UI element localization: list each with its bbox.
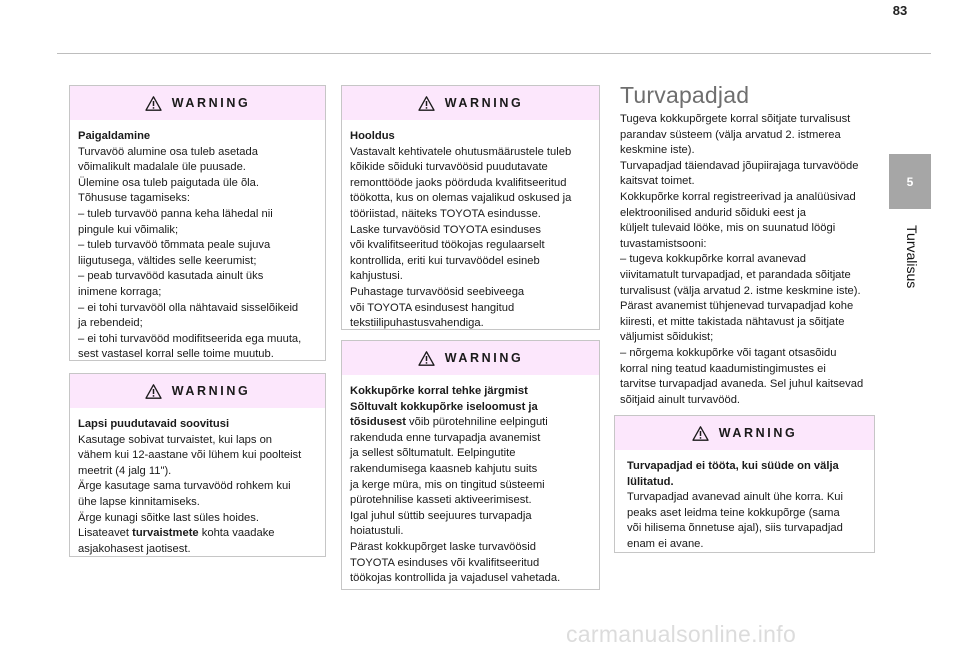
warning-body	[342, 375, 599, 595]
box-title: Hooldus	[350, 130, 395, 142]
text-line: Laske turvavöösid TOYOTA esinduses	[350, 223, 541, 236]
text-emphasis: tõsidusest	[350, 416, 406, 429]
text-line: inimene korraga;	[78, 285, 162, 298]
warning-header	[342, 86, 599, 120]
text-line: asjakohasest jaotisest.	[78, 542, 191, 555]
text-line: pingule kui võimalik;	[78, 223, 179, 236]
section-title: Turvapadjad	[620, 82, 750, 108]
text-line: töökotta, kus on olemas vajalikud oskused ja	[350, 192, 572, 205]
warning-triangle-icon	[692, 426, 709, 441]
text-line: – ei tohi turvavööd modifitseerida ega muuta,	[78, 332, 302, 345]
text-line: küljelt tulevaid lööke, mis on suunatud löögi	[620, 222, 836, 235]
page-number: 83	[892, 3, 908, 18]
text-span: kohta vaadake	[198, 527, 275, 540]
box-title: Kokkupõrke korral tehke järgmist	[350, 385, 528, 397]
text-line: tarvitse turvapadjad avaneda. Sel juhul kaitsevad	[620, 378, 864, 391]
text-line: või kvalifitseeritud töökojas regulaarselt	[350, 239, 545, 252]
warning-triangle-icon	[145, 96, 162, 111]
text-line: – peab turvavööd kasutada ainult üks	[78, 270, 264, 283]
text-line: Pärast kokkupõrget laske turvavöösid	[350, 540, 536, 553]
text-span: võib pürotehniline eelpinguti	[405, 416, 548, 429]
text-line: sest vastasel korral selle toime muutub.	[78, 348, 274, 361]
box-title: Paigaldamine	[78, 130, 151, 142]
text-line: vähem kui 12-aastane või lühem kui poolteist	[78, 449, 302, 462]
text-line: keskmine iste).	[620, 144, 695, 157]
text-line: Turvapadjad avanevad ainult ühe korra. Kui	[627, 491, 844, 504]
text-line: elektroonilised andurid sõiduki eest ja	[620, 206, 806, 219]
warning-label: WARNING	[718, 426, 798, 440]
text-line: turvalisust (välja arvatud 2. istme keskmine iste).	[620, 284, 861, 297]
warning-body	[70, 120, 325, 371]
text-line: – ei tohi turvavööl olla nähtavaid sisselõikeid	[78, 301, 299, 314]
text-line: ja sellest sõltumatult. Eelpingutite	[350, 447, 516, 460]
text-line: Kasutage sobivat turvaistet, kui laps on	[78, 433, 273, 446]
warning-triangle-icon	[418, 351, 435, 366]
text-line: kõikide sõiduki turvavöösid puudutavate	[350, 161, 548, 174]
text-line: meetrit (4 jalg 11").	[78, 464, 172, 477]
text-line: ja rebendeid;	[78, 317, 143, 330]
text-line: tekstiilipuhastusvahendiga.	[350, 317, 484, 330]
warning-label: WARNING	[171, 384, 251, 398]
text-line: ühe lapse kinnitamiseks.	[78, 495, 200, 508]
warning-header	[342, 341, 599, 375]
text-line: – tugeva kokkupõrke korral avanevad	[620, 253, 806, 266]
warning-triangle-icon	[418, 96, 435, 111]
text-emphasis: turvaistmete	[132, 527, 199, 540]
text-line: tööriistad, näiteks TOYOTA esindusse.	[350, 207, 541, 220]
text-line: rakenduda enne turvapadja avanemist	[350, 431, 541, 444]
text-line	[78, 526, 317, 542]
text-line: sõitjaid ainult turvavööd.	[620, 393, 741, 406]
warning-header	[70, 374, 325, 408]
text-line: Vastavalt kehtivatele ohutusmäärustele tuleb	[350, 145, 572, 158]
warning-box-maintenance	[341, 85, 600, 330]
text-line: kaitsvat toimet.	[620, 175, 695, 188]
warning-triangle-icon	[145, 384, 162, 399]
text-line: Puhastage turvavöösid seebiveega	[350, 285, 525, 298]
warning-box-children	[69, 373, 326, 557]
text-line: lülitatud.	[627, 475, 674, 488]
text-line: Ärge kunagi sõitke last süles hoides.	[78, 511, 259, 524]
warning-body	[70, 408, 325, 565]
text-line: TOYOTA esinduses või kvalifitseeritud	[350, 556, 540, 569]
text-line: rakendumisega kaasneb kahjutu suits	[350, 462, 538, 475]
warning-body	[342, 120, 599, 340]
text-line: pürotehnilise kasseti aktiveerimisest.	[350, 494, 532, 507]
header-rule	[57, 53, 931, 54]
text-line: remonttööde jaoks pöörduda kvalifitseeritud	[350, 176, 567, 189]
text-line: peaks aset leidma teine kokkupõrge (sama	[627, 506, 840, 519]
text-line: liigutusega, vältides selle keerumist;	[78, 254, 257, 267]
text-line: või TOYOTA esindusest hangitud	[350, 301, 515, 314]
text-line: Igal juhul süttib seejuures turvapadja	[350, 509, 532, 522]
text-line: Tugeva kokkupõrgete korral sõitjate turvalisust	[620, 113, 851, 125]
text-line: parandav süsteem (välja arvatud 2. istmerea	[620, 128, 841, 141]
text-line: kiiresti, et mitte takistada nähtavust ja sõitjate	[620, 315, 845, 328]
text-line: – tuleb turvavöö panna keha lähedal nii	[78, 207, 273, 220]
box-title: Lapsi puudutavaid soovitusi	[78, 418, 230, 430]
text-line: ja kerge müra, mis on tingitud süsteemi	[350, 478, 545, 491]
text-line: hoiatustuli.	[350, 525, 404, 538]
text-line: korral ning teatud kaadumistingimustes ei	[620, 362, 826, 375]
warning-body	[615, 450, 874, 561]
text-line: Turvapadjad täiendavad jõupiirajaga turvavööde	[620, 159, 859, 172]
text-line: Ärge kasutage sama turvavööd rohkem kui	[78, 480, 291, 493]
text-line: kontrollida, eriti kui turvavöödel esineb	[350, 254, 540, 267]
text-line: Turvavöö alumine osa tuleb asetada	[78, 145, 258, 158]
warning-header	[70, 86, 325, 120]
text-line: viivitamatult turvapadjad, et parandada sõitjate	[620, 268, 851, 281]
warning-box-airbag	[614, 415, 875, 553]
warning-label: WARNING	[444, 96, 524, 110]
text-line: töökojas kontrollida ja vajadusel vahetada.	[350, 572, 561, 585]
text-line: – nõrgema kokkupõrke või tagant otsasõidu	[620, 346, 837, 359]
section-body	[620, 112, 882, 408]
text-line: või hilisema õnnetuse ajal), siis turvapadjad	[627, 522, 843, 535]
text-line: väljumist sõidukist;	[620, 331, 714, 344]
text-line: enam ei avane.	[627, 537, 704, 550]
text-line: Tõhususe tagamiseks:	[78, 192, 190, 205]
chapter-label: Turvalisus	[904, 225, 920, 289]
chapter-tab-number: 5	[906, 174, 914, 189]
text-line: Pärast avanemist tühjenevad turvapadjad kohe	[620, 300, 854, 313]
warning-box-installation	[69, 85, 326, 361]
warning-box-collision	[341, 340, 600, 590]
text-line: – tuleb turvavöö tõmmata peale sujuva	[78, 239, 271, 252]
text-line: Kokkupõrke korral registreerivad ja analüüsivad	[620, 190, 856, 203]
text-line	[350, 415, 591, 431]
watermark: carmanualsonline.info	[566, 621, 797, 647]
chapter-tab[interactable]	[889, 154, 931, 209]
text-line: Sõltuvalt kokkupõrke iseloomust ja	[350, 400, 538, 413]
text-line: tuvastamistsooni:	[620, 237, 707, 250]
warning-header	[615, 416, 874, 450]
box-title: Turvapadjad ei tööta, kui süüde on välja	[627, 460, 839, 472]
text-line: Ülemine osa tuleb paigutada üle õla.	[78, 176, 259, 189]
text-span: Lisateavet	[78, 527, 133, 540]
text-line: võimalikult madalale üle puusade.	[78, 161, 246, 174]
warning-label: WARNING	[171, 96, 251, 110]
text-line: kahjustusi.	[350, 270, 403, 283]
warning-label: WARNING	[444, 351, 524, 365]
